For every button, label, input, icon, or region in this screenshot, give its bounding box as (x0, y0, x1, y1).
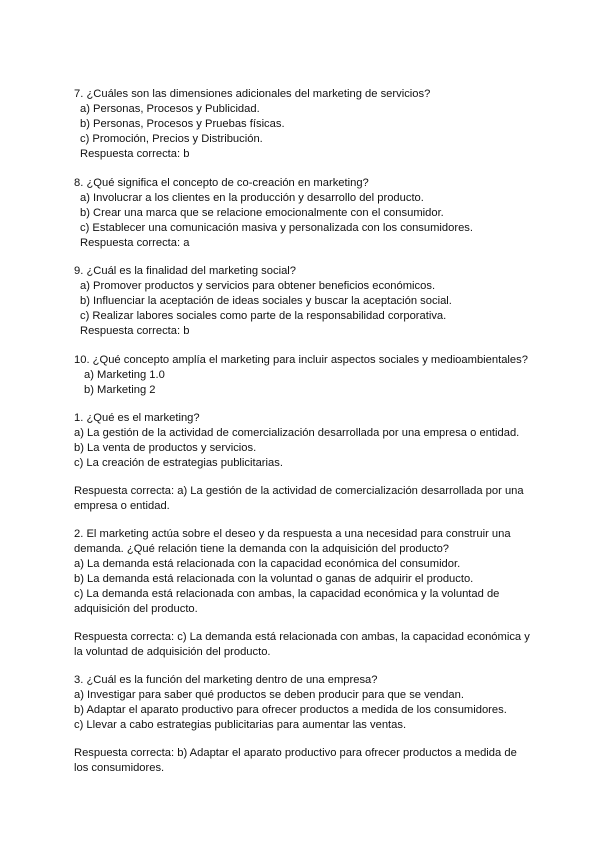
option-2a: a) La demanda está relacionada con la capacidad económica del consumidor. (74, 558, 461, 570)
option-7a: a) Personas, Procesos y Publicidad. (80, 103, 260, 115)
answer-3-line: los consumidores. (74, 762, 165, 774)
question-2-line: demanda. ¿Qué relación tiene la demanda con la adquisición del producto? (74, 543, 450, 555)
option-7c: c) Promoción, Precios y Distribución. (80, 133, 263, 145)
option-3c: c) Llevar a cabo estrategias publicitarias para aumentar las ventas. (74, 719, 407, 731)
option-8a: a) Involucrar a los clientes en la producción y desarrollo del producto. (80, 192, 424, 204)
question-3: 3. ¿Cuál es la función del marketing dentro de una empresa? (74, 674, 378, 686)
option-3b: b) Adaptar el aparato productivo para ofrecer productos a medida de los consumidores. (74, 704, 507, 716)
answer-2-line: Respuesta correcta: c) La demanda está relacionada con ambas, la capacidad económica y (74, 631, 530, 643)
answer-1-line: empresa o entidad. (74, 500, 170, 512)
option-10b: b) Marketing 2 (84, 384, 156, 396)
option-8b: b) Crear una marca que se relacione emocionalmente con el consumidor. (80, 207, 444, 219)
answer-1-line: Respuesta correcta: a) La gestión de la actividad de comercialización desarrollada por una (74, 485, 524, 497)
answer-7: Respuesta correcta: b (80, 148, 190, 160)
option-9b: b) Influenciar la aceptación de ideas sociales y buscar la aceptación social. (80, 295, 452, 307)
answer-8: Respuesta correcta: a (80, 237, 190, 249)
question-2-line: 2. El marketing actúa sobre el deseo y da respuesta a una necesidad para construir una (74, 528, 511, 540)
question-10: 10. ¿Qué concepto amplía el marketing para incluir aspectos sociales y medioambientales? (74, 354, 528, 366)
option-9a: a) Promover productos y servicios para obtener beneficios económicos. (80, 280, 436, 292)
option-1c: c) La creación de estrategias publicitarias. (74, 457, 283, 469)
option-2c: c) La demanda está relacionada con ambas, la capacidad económica y la voluntad de (74, 588, 500, 600)
answer-2-line: la voluntad de adquisición del producto. (74, 646, 271, 658)
option-10a: a) Marketing 1.0 (84, 369, 165, 381)
option-1b: b) La venta de productos y servicios. (74, 442, 257, 454)
option-9c: c) Realizar labores sociales como parte de la responsabilidad corporativa. (80, 310, 447, 322)
option-7b: b) Personas, Procesos y Pruebas físicas. (80, 118, 285, 130)
option-2b: b) La demanda está relacionada con la voluntad o ganas de adquirir el producto. (74, 573, 474, 585)
question-7: 7. ¿Cuáles son las dimensiones adicionales del marketing de servicios? (74, 88, 431, 100)
option-3a: a) Investigar para saber qué productos se deben producir para que se vendan. (74, 689, 464, 701)
question-9: 9. ¿Cuál es la finalidad del marketing social? (74, 265, 297, 277)
option-2c-cont: adquisición del producto. (74, 603, 198, 615)
option-1a: a) La gestión de la actividad de comercialización desarrollada por una empresa o entidad. (74, 427, 520, 439)
answer-9: Respuesta correcta: b (80, 325, 190, 337)
option-8c: c) Establecer una comunicación masiva y personalizada con los consumidores. (80, 222, 473, 234)
question-1: 1. ¿Qué es el marketing? (74, 412, 200, 424)
answer-3-line: Respuesta correcta: b) Adaptar el aparato productivo para ofrecer productos a medida de (74, 747, 517, 759)
question-8: 8. ¿Qué significa el concepto de co-creación en marketing? (74, 177, 369, 189)
